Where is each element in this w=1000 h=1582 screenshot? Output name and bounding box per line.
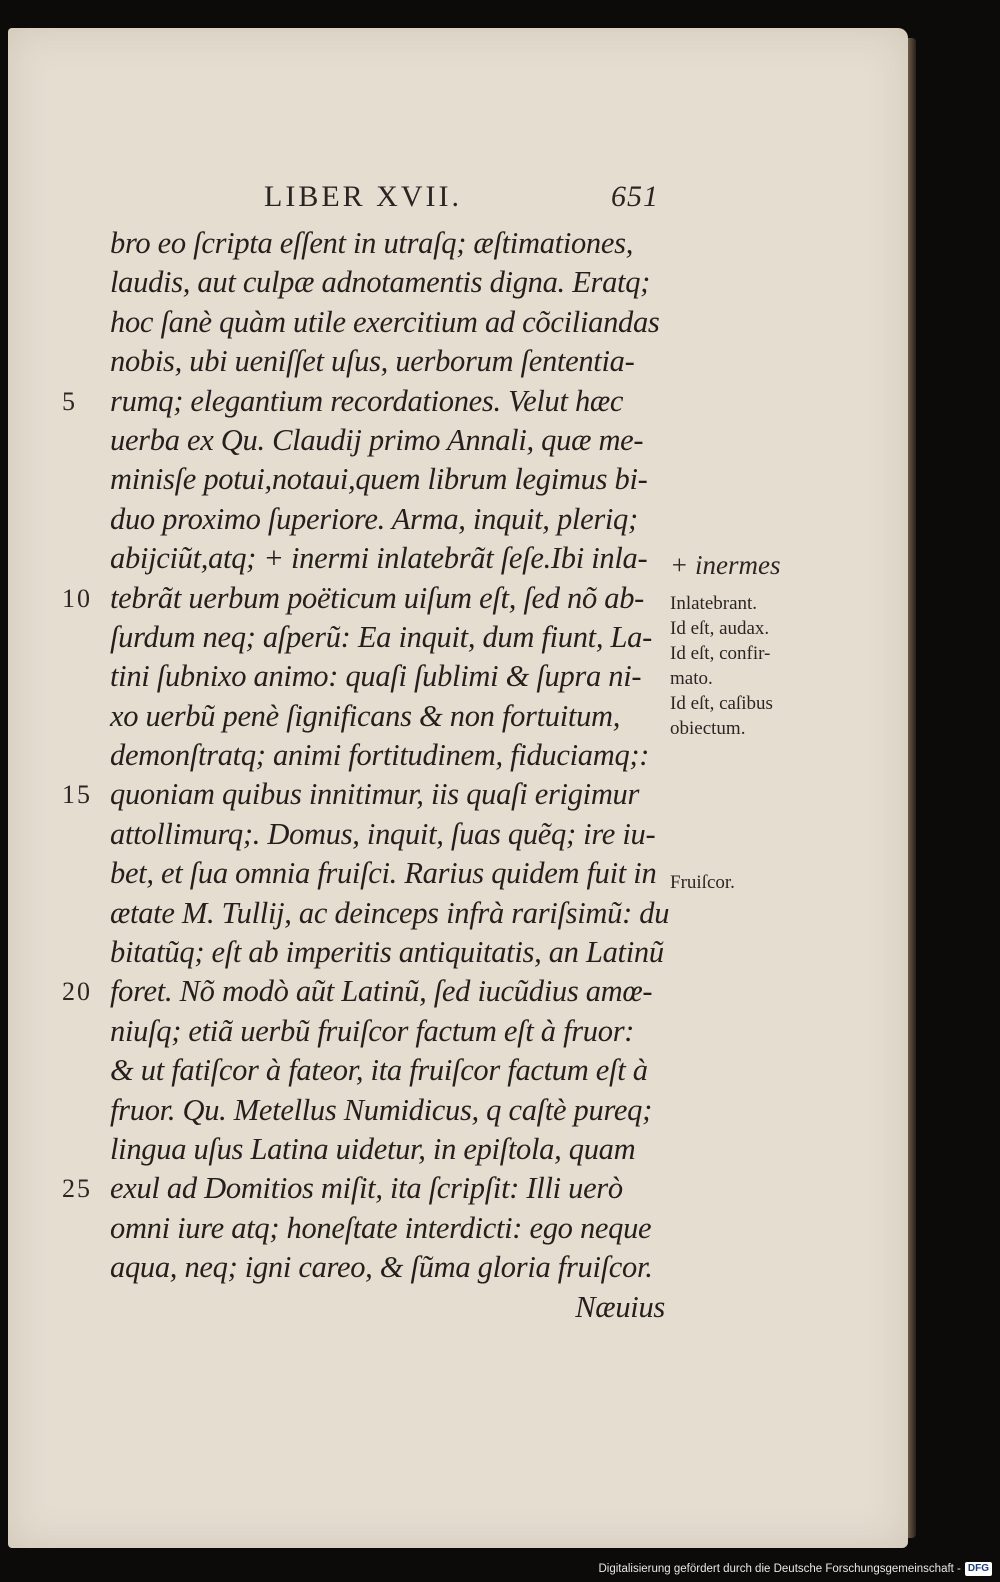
- line-text: minisſe potui,notaui,quem librum legimus bi-: [110, 462, 648, 497]
- text-line: [110, 460, 665, 499]
- text-line: [110, 421, 665, 460]
- text-line: [62, 1169, 665, 1208]
- line-text: ſurdum neq; aſperũ: Ea inquit, dum fiunt, La-: [110, 619, 652, 654]
- credit-text: Digitalisierung gefördert durch die Deutsche Forschungsgemeinschaft -: [598, 1563, 961, 1575]
- margin-note: obiectum.: [670, 718, 746, 739]
- line-text: aqua, neq; igni careo, & ſũma gloria fruiſcor.: [110, 1250, 653, 1285]
- text-line: [110, 854, 665, 893]
- text-line: [110, 657, 665, 696]
- line-text: rumq; elegantium recordationes. Velut hæc: [110, 383, 624, 418]
- line-number: 15: [62, 780, 92, 810]
- line-text: niuſq; etiã uerbũ fruiſcor factum eſt à fruor:: [110, 1013, 635, 1048]
- main-text-block: [62, 224, 670, 1327]
- text-line: [110, 500, 665, 539]
- text-line: [110, 1091, 665, 1130]
- text-line: [110, 303, 665, 342]
- margin-note: Id eſt, caſibus: [670, 693, 773, 714]
- line-number: 5: [62, 386, 77, 416]
- line-text: & ut fatiſcor à fateor, ita fruiſcor factum eſt à: [110, 1053, 648, 1088]
- text-line: [110, 1130, 665, 1169]
- running-head-title: LIBER XVII.: [264, 180, 462, 213]
- line-text: omni iure atq; honeſtate interdicti: ego neque: [110, 1210, 652, 1245]
- line-text: exul ad Domitios miſit, ita ſcripſit: Illi uerò: [110, 1171, 623, 1206]
- line-text: xo uerbũ penè ſignificans & non fortuitum,: [110, 698, 621, 733]
- line-text: attollimurq;. Domus, inquit, ſuas quẽq; ire iu-: [110, 816, 656, 851]
- text-line: [110, 933, 665, 972]
- text-line: [62, 775, 665, 814]
- page-number: 651: [611, 180, 659, 213]
- text-line: [62, 382, 665, 421]
- line-text: abijciũt,atq; + inermi inlatebrãt ſeſe.Ibi inla-: [110, 541, 648, 576]
- text-line: [110, 1012, 665, 1051]
- line-text: ætate M. Tullij, ac deinceps infrà rariſsimũ: du: [110, 895, 670, 930]
- text-line: [110, 894, 670, 933]
- text-line: [110, 736, 665, 775]
- digitization-credit: [598, 1560, 992, 1578]
- margin-note: + inermes: [670, 550, 781, 580]
- line-text: fruor. Qu. Metellus Numidicus, q caſtè pureq;: [110, 1092, 652, 1127]
- line-number: 20: [62, 977, 92, 1007]
- text-line: [110, 539, 665, 578]
- line-text: lingua uſus Latina uidetur, in epiſtola, quam: [110, 1131, 636, 1166]
- line-text: foret. Nõ modò aũt Latinũ, ſed iucũdius amœ-: [110, 974, 653, 1009]
- text-line: [110, 1209, 665, 1248]
- line-number: 25: [62, 1174, 92, 1204]
- book-page: [8, 28, 908, 1548]
- text-line: [62, 579, 665, 618]
- line-text: duo proximo ſuperiore. Arma, inquit, pleriq;: [110, 501, 638, 536]
- margin-note: mato.: [670, 668, 713, 689]
- line-text: quoniam quibus innitimur, iis quaſi erigimur: [110, 777, 640, 812]
- text-line: [110, 1288, 665, 1327]
- text-line: [110, 1248, 665, 1287]
- line-text: demonſtratq; animi fortitudinem, fiduciamq;:: [110, 738, 650, 773]
- text-line: [110, 697, 665, 736]
- text-line: [110, 618, 665, 657]
- line-text: laudis, aut culpæ adnotamentis digna. Eratq;: [110, 265, 651, 300]
- line-text: hoc ſanè quàm utile exercitium ad cõciliandas: [110, 304, 660, 339]
- text-line: [110, 224, 665, 263]
- margin-note: Inlatebrant.: [670, 593, 758, 614]
- line-text: bet, et ſua omnia fruiſci. Rarius quidem fuit in: [110, 856, 657, 891]
- line-text: Næuius: [575, 1289, 665, 1324]
- margin-note: Id eſt, confir-: [670, 643, 771, 664]
- text-line: [62, 972, 665, 1011]
- running-head: [264, 180, 659, 220]
- text-line: [110, 815, 665, 854]
- text-line: [110, 342, 665, 381]
- text-line: [110, 1051, 665, 1090]
- line-text: nobis, ubi ueniſſet uſus, uerborum ſententia-: [110, 344, 635, 379]
- line-text: tebrãt uerbum poëticum uiſum eſt, ſed nõ ab-: [110, 580, 645, 615]
- dfg-logo: DFG: [965, 1562, 992, 1576]
- line-number: 10: [62, 583, 92, 613]
- text-line: [110, 263, 665, 302]
- line-text: bitatũq; eſt ab imperitis antiquitatis, an Latinũ: [110, 935, 664, 970]
- margin-note: Id eſt, audax.: [670, 618, 770, 639]
- line-text: tini ſubnixo animo: quaſi ſublimi & ſupra ni-: [110, 659, 642, 694]
- line-text: uerba ex Qu. Claudij primo Annali, quæ me-: [110, 422, 644, 457]
- margin-note: Fruiſcor.: [670, 872, 735, 893]
- line-text: bro eo ſcripta eſſent in utraſq; æſtimationes,: [110, 226, 634, 260]
